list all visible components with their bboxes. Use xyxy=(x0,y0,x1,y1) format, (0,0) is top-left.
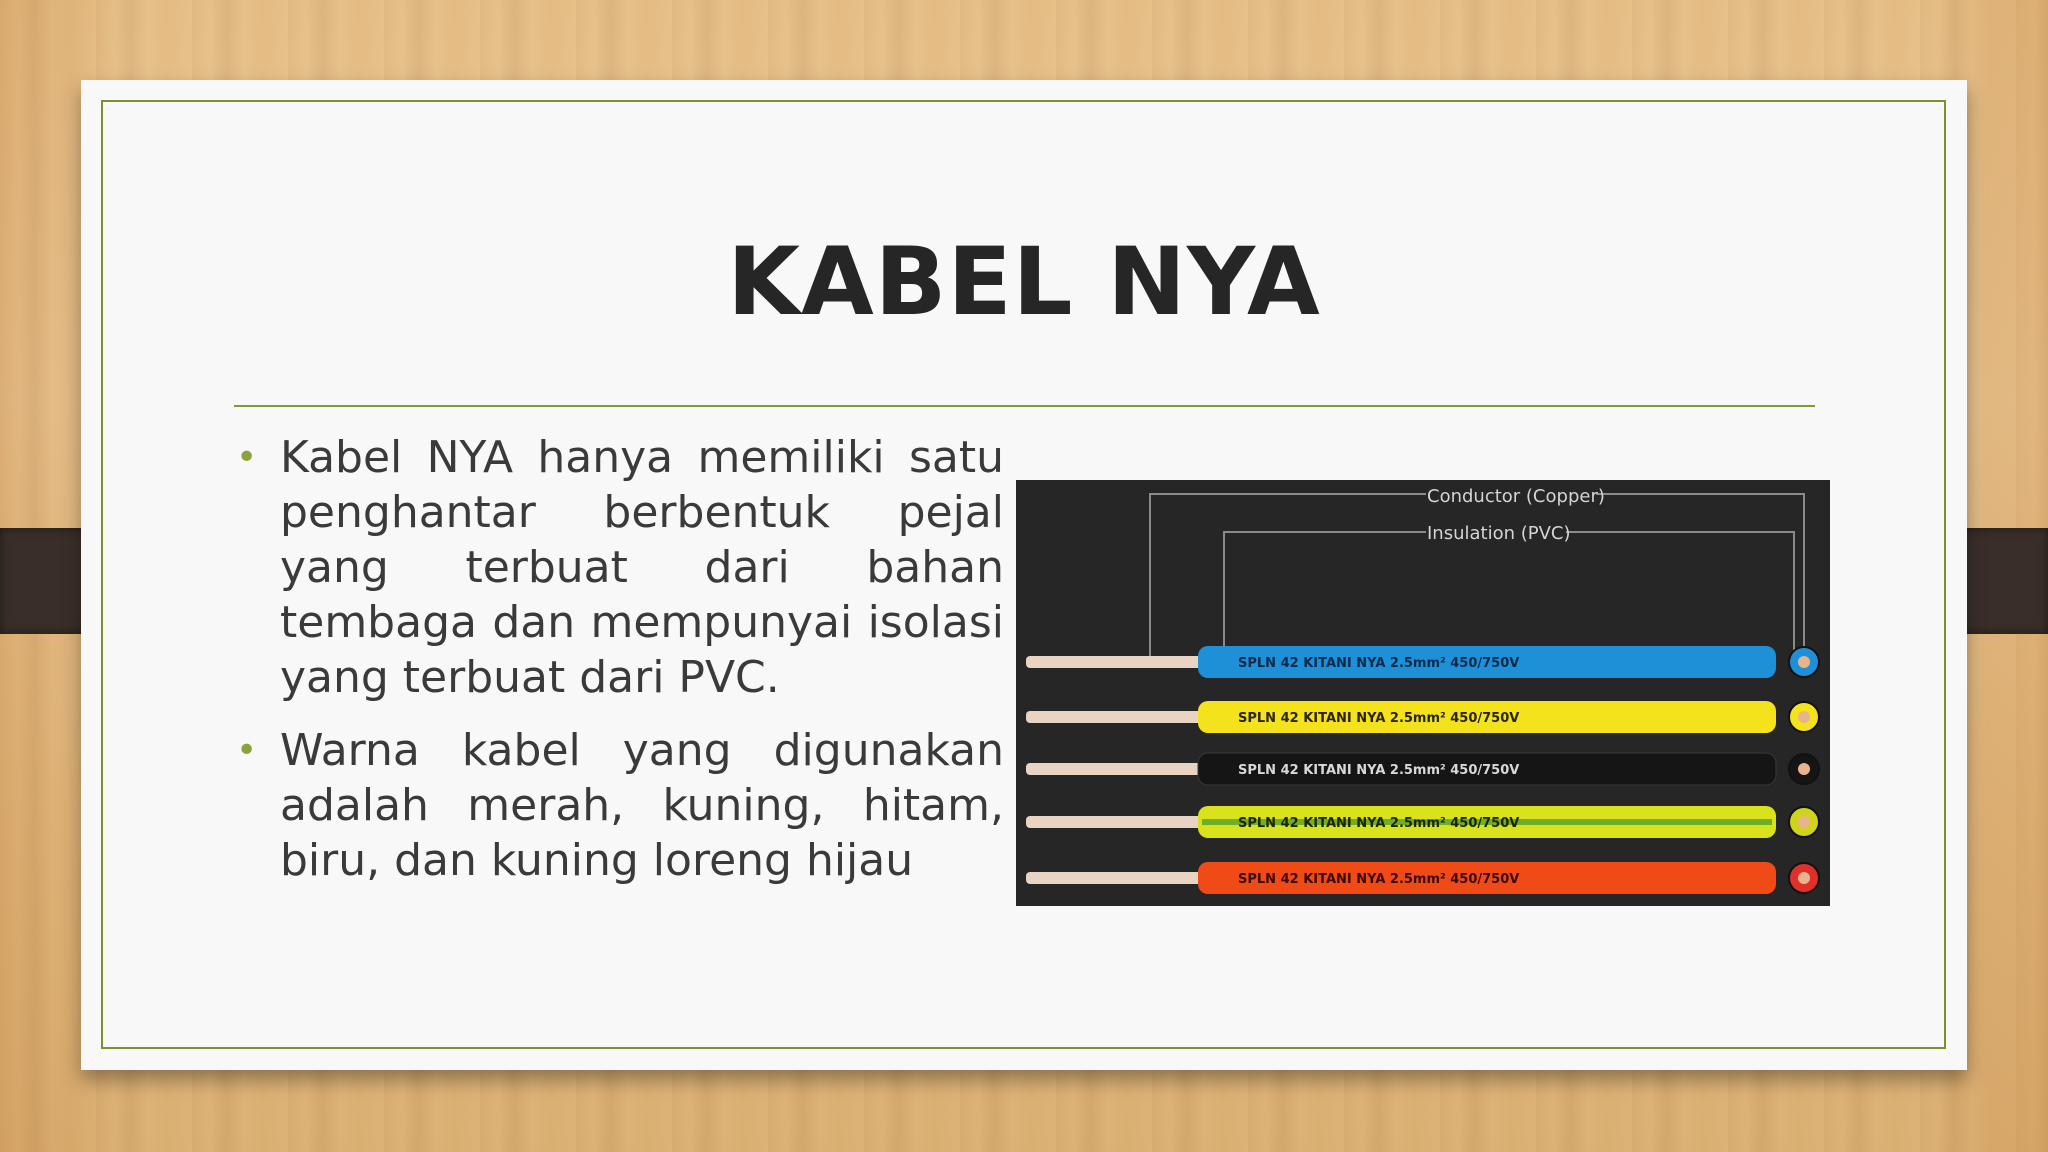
copper-core xyxy=(1798,872,1810,884)
copper-conductor xyxy=(1026,816,1216,828)
copper-core xyxy=(1798,711,1810,723)
copper-core xyxy=(1798,816,1810,828)
bullet-item xyxy=(234,430,1004,705)
cable-row xyxy=(1026,701,1819,733)
bullet-text: Kabel NYA hanya memiliki satu penghantar berbentuk pejal yang terbuat dari bahan tembaga dan mempunyai isolasi yang terbuat dari PVC. xyxy=(280,432,1004,703)
copper-conductor xyxy=(1026,656,1216,668)
bullet-text: Warna kabel yang digunakan adalah merah, kuning, hitam, biru, dan kuning loreng hijau xyxy=(280,725,1004,886)
bullet-item xyxy=(234,723,1004,888)
cable-print-text: SPLN 42 KITANI NYA 2.5mm² 450/750V xyxy=(1238,656,1520,671)
insulation-leader-line-right xyxy=(1566,532,1794,658)
cables-group xyxy=(1026,646,1819,894)
conductor-leader-line-right xyxy=(1596,494,1804,658)
copper-core xyxy=(1798,656,1810,668)
copper-core xyxy=(1798,763,1810,775)
cable-row xyxy=(1026,753,1819,785)
cable-row xyxy=(1026,646,1819,678)
bullet-dot-icon: • xyxy=(236,730,258,771)
cable-print-text: SPLN 42 KITANI NYA 2.5mm² 450/750V xyxy=(1238,816,1520,831)
copper-conductor xyxy=(1026,763,1216,775)
conductor-label: Conductor (Copper) xyxy=(1427,486,1605,507)
cable-print-text: SPLN 42 KITANI NYA 2.5mm² 450/750V xyxy=(1238,763,1520,778)
title-divider xyxy=(234,405,1815,407)
cable-print-text: SPLN 42 KITANI NYA 2.5mm² 450/750V xyxy=(1238,872,1520,887)
slide-card xyxy=(81,80,1967,1070)
copper-conductor xyxy=(1026,711,1216,723)
slide-title: KABEL NYA xyxy=(727,228,1321,337)
insulation-label: Insulation (PVC) xyxy=(1427,523,1571,544)
insulation-leader-line xyxy=(1224,532,1426,658)
cable-row xyxy=(1026,862,1819,894)
bullet-dot-icon: • xyxy=(236,437,258,478)
bullet-list xyxy=(234,430,1004,906)
conductor-leader-line xyxy=(1150,494,1426,658)
cable-print-text: SPLN 42 KITANI NYA 2.5mm² 450/750V xyxy=(1238,711,1520,726)
cable-row xyxy=(1026,806,1819,838)
copper-conductor xyxy=(1026,872,1216,884)
cable-diagram-image xyxy=(1016,480,1830,906)
cable-diagram-svg xyxy=(1016,480,1830,906)
